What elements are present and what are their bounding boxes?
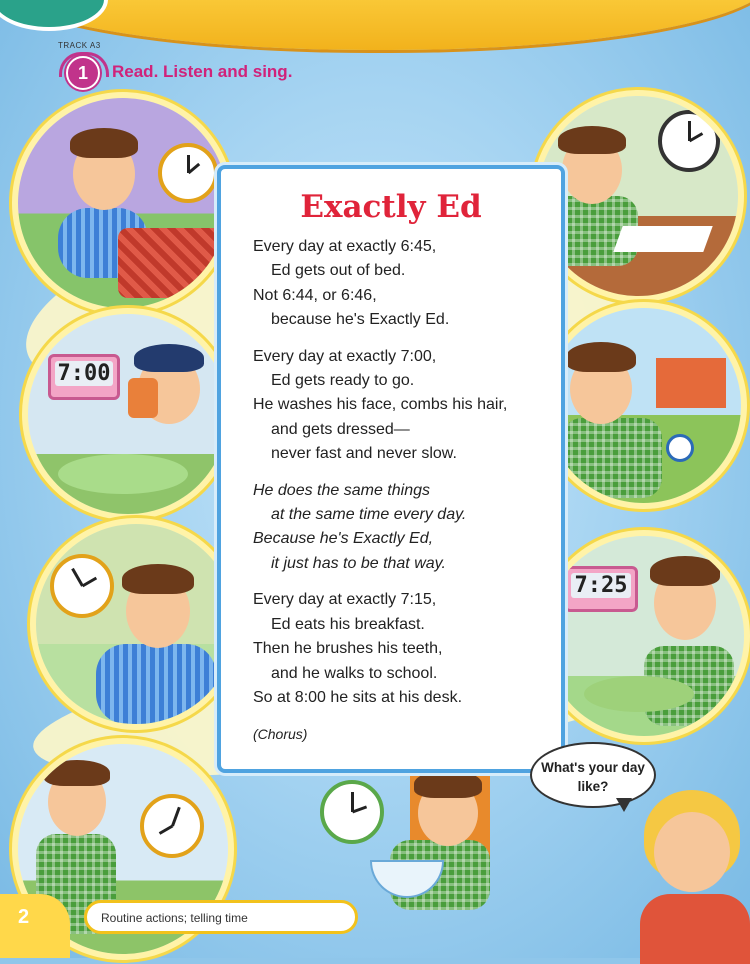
brushing-teeth-picture — [538, 530, 750, 742]
poem-line: Every day at exactly 7:00, — [253, 347, 437, 365]
bathroom-clock-time: 7:00 — [55, 361, 113, 386]
combing-hair-picture — [30, 518, 242, 730]
poem-line: Ed gets ready to go. — [271, 372, 415, 390]
poem-line: Every day at exactly 6:45, — [253, 238, 437, 255]
poem-line: Ed gets out of bed. — [271, 262, 406, 280]
stanza-1 — [253, 235, 553, 333]
alarm-clock-icon — [140, 794, 204, 858]
walking-to-school-picture — [540, 302, 747, 509]
wall-clock-icon — [658, 110, 720, 172]
poem-line: Because he's Exactly Ed, — [253, 530, 434, 548]
poem-card — [217, 165, 565, 773]
boy-hair — [414, 770, 482, 798]
instruction-text: Read. Listen and sing. — [112, 62, 293, 81]
poem-line: Ed eats his breakfast. — [271, 615, 425, 633]
poem-line: because he's Exactly Ed. — [271, 311, 450, 329]
boy-hair — [650, 556, 720, 586]
chorus — [253, 479, 553, 577]
boy-hair — [44, 760, 110, 786]
poem-line: never fast and never slow. — [271, 445, 457, 463]
girl-shirt — [640, 894, 750, 964]
girl-picture — [640, 790, 750, 958]
chorus-tag: (Chorus) — [253, 726, 308, 743]
bathroom-digital-clock — [564, 566, 638, 612]
boy-shirt — [562, 418, 662, 498]
alarm-clock-icon — [50, 554, 114, 618]
wristwatch-icon — [666, 434, 694, 462]
speech-bubble: What's your day like? — [530, 742, 656, 808]
wake-up-picture — [12, 92, 234, 314]
track-label: TRACK A3 — [58, 41, 101, 50]
bathroom-digital-clock — [48, 354, 120, 400]
school-building — [656, 358, 726, 408]
boy-hair — [122, 564, 194, 594]
sink — [584, 676, 694, 712]
page-number-tab — [0, 894, 70, 958]
poem-line: Not 6:44, or 6:46, — [253, 286, 377, 304]
poem-line: Then he brushes his teeth, — [253, 640, 443, 658]
girl-face — [654, 812, 730, 892]
poem-line: So at 8:00 he sits at his desk. — [253, 688, 463, 706]
blanket — [118, 228, 228, 298]
poem-line: He does the same things — [253, 481, 430, 499]
poem-line: Every day at exactly 7:15, — [253, 591, 437, 609]
cat-clock-icon — [320, 780, 384, 844]
boy-pajamas — [96, 644, 216, 724]
toothbrush-clock-time: 7:25 — [571, 573, 631, 598]
stanza-2 — [253, 345, 553, 467]
poem-line: He washes his face, combs his hair, — [253, 396, 508, 414]
page-number: 2 — [18, 906, 30, 928]
paper — [613, 226, 712, 252]
stanza-3 — [253, 588, 553, 710]
washing-face-picture — [22, 308, 234, 520]
boy-hair — [134, 344, 204, 372]
topic-label: Routine actions; telling time — [84, 900, 358, 934]
poem-line: at the same time every day. — [271, 506, 467, 524]
alarm-clock-icon — [158, 143, 218, 203]
poem-body — [253, 235, 553, 747]
boy-hair — [566, 342, 636, 372]
towel — [128, 378, 158, 418]
poem-line: it just has to be that way. — [271, 554, 446, 572]
poem-line: and he walks to school. — [271, 664, 438, 682]
poem-line: and gets dressed— — [271, 420, 410, 438]
boy-hair — [558, 126, 626, 154]
sink — [58, 454, 188, 494]
activity-number: 1 — [66, 56, 100, 90]
boy-hair — [70, 128, 138, 158]
poem-title: Exactly Ed — [300, 189, 482, 225]
